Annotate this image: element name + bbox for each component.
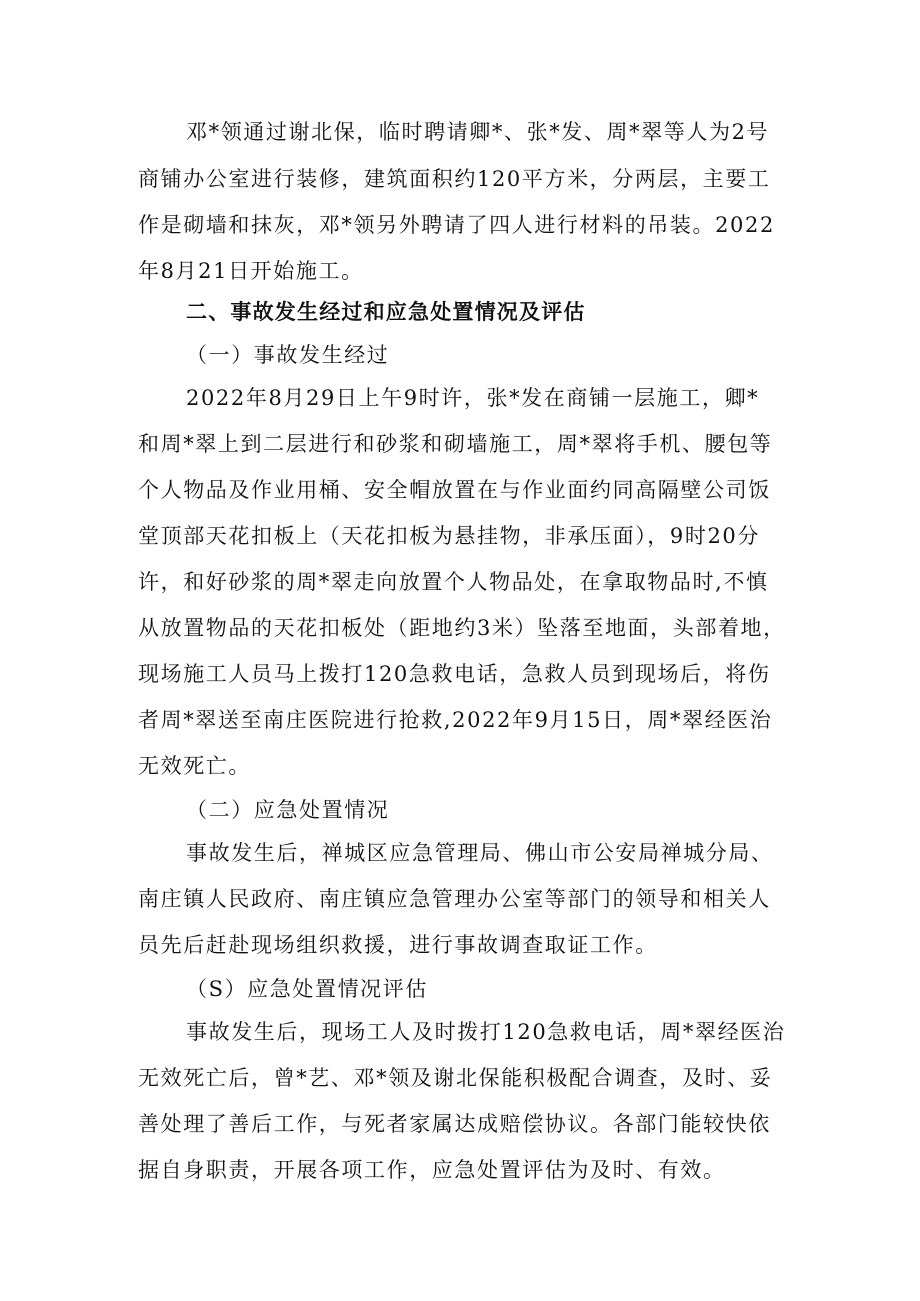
paragraph-line: 从放置物品的天花扣板处（距地约3米）坠落至地面，头部着地， xyxy=(138,616,786,640)
paragraph-line: 无效死亡后，曾*艺、邓*领及谢北保能积极配合调查，及时、妥 xyxy=(138,1066,773,1090)
paragraph-line: 者周*翠送至南庄医院进行抢救,2022年9月15日，周*翠经医治 xyxy=(138,708,773,732)
paragraph-line: 作是砌墙和抹灰，邓*领另外聘请了四人进行材料的吊装。2022 xyxy=(138,213,775,237)
paragraph-line: 和周*翠上到二层进行和砂浆和砌墙施工，周*翠将手机、腰包等 xyxy=(138,432,773,456)
section-heading: 二、事故发生经过和应急处置情况及评估 xyxy=(186,300,586,324)
paragraph-line: 邓*领通过谢北保，临时聘请卿*、张*发、周*翠等人为2号 xyxy=(186,120,770,144)
subsection-heading: （一）事故发生经过 xyxy=(186,343,390,367)
paragraph-line: 南庄镇人民政府、南庄镇应急管理办公室等部门的领导和相关人 xyxy=(138,887,771,911)
paragraph-line: 2022年8月29日上午9时许，张*发在商铺一层施工，卿* xyxy=(186,386,760,410)
paragraph-line: 无效死亡。 xyxy=(138,754,251,778)
subsection-heading: （S）应急处置情况评估 xyxy=(186,977,428,1001)
paragraph-line: 堂顶部天花扣板上（天花扣板为悬挂物，非承压面），9时20分 xyxy=(138,524,760,548)
paragraph-line: 商铺办公室进行装修，建筑面积约120平方米，分两层，主要工 xyxy=(138,167,771,191)
paragraph-line: 员先后赶赴现场组织救援，进行事故调查取证工作。 xyxy=(138,933,658,957)
paragraph-line: 事故发生后，现场工人及时拨打120急救电话，周*翠经医治 xyxy=(186,1020,786,1044)
paragraph-line: 据自身职责，开展各项工作，应急处置评估为及时、有效。 xyxy=(138,1158,726,1182)
subsection-heading: （二）应急处置情况 xyxy=(186,798,390,822)
paragraph-line: 现场施工人员马上拨打120急救电话，急救人员到现场后，将伤 xyxy=(138,662,771,686)
paragraph-line: 个人物品及作业用桶、安全帽放置在与作业面约同高隔壁公司饭 xyxy=(138,478,771,502)
paragraph-line: 事故发生后，禅城区应急管理局、佛山市公安局禅城分局、 xyxy=(186,841,774,865)
paragraph-line: 年8月21日开始施工。 xyxy=(138,259,364,283)
paragraph-line: 许，和好砂浆的周*翠走向放置个人物品处，在拿取物品时,不慎 xyxy=(138,570,769,594)
paragraph-line: 善处理了善后工作，与死者家属达成赔偿协议。各部门能较快依 xyxy=(138,1112,771,1136)
